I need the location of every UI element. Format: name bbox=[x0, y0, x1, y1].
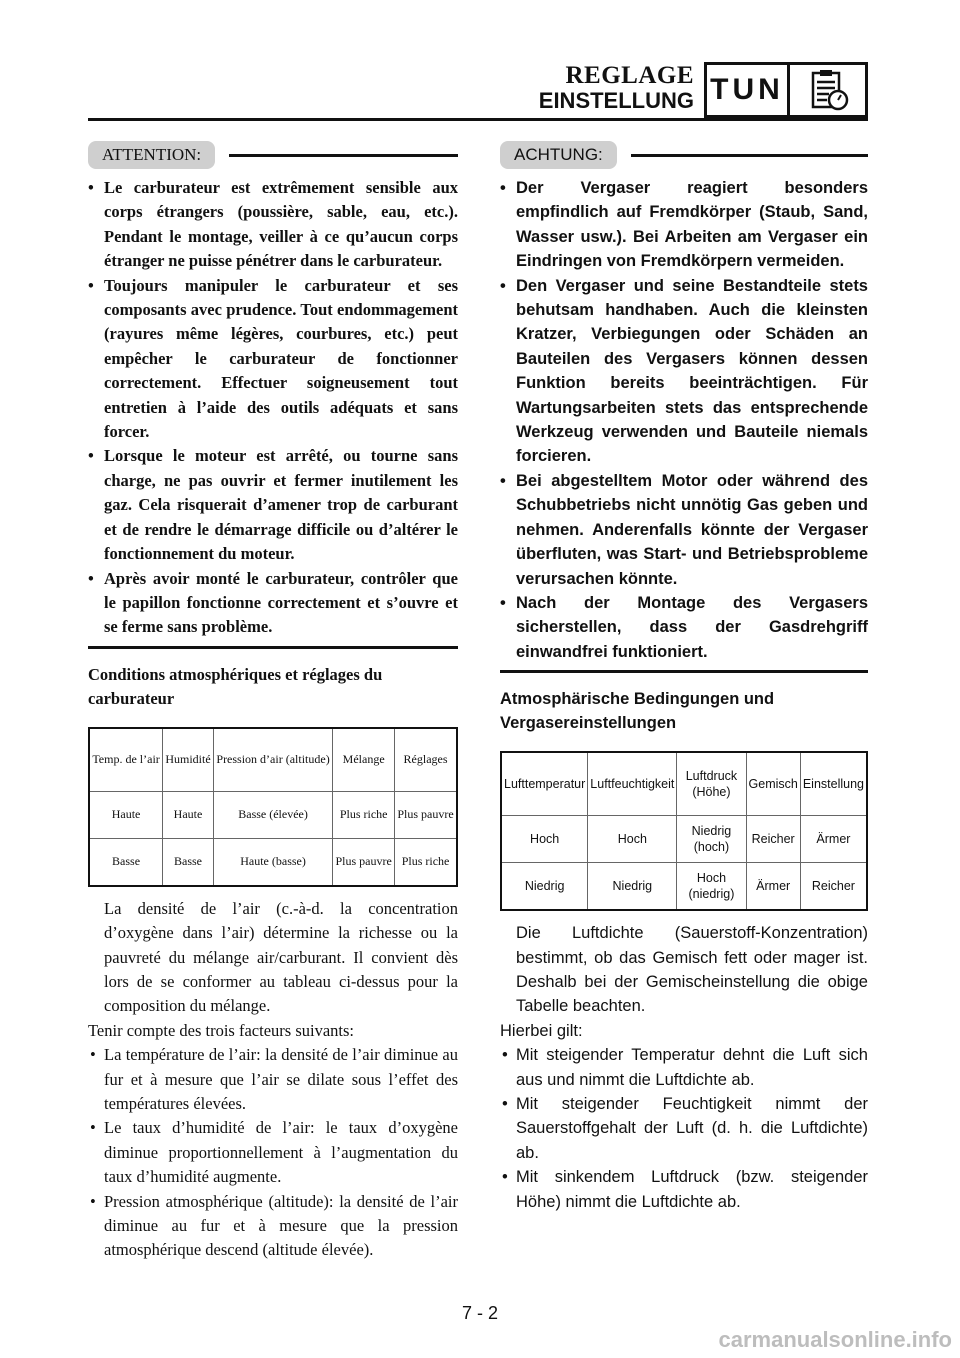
factors-intro-fr: Tenir compte des trois facteurs suivants: bbox=[88, 1020, 354, 1040]
section-icon-box bbox=[790, 62, 868, 118]
list-item: • Mit steigender Feuchtigkeit nimmt der Sauerstoffgehalt der Luft (d. h. die Luftdichte) ab. bbox=[500, 1092, 868, 1165]
attention-label: ATTENTION: bbox=[88, 141, 215, 169]
table-cell: Reicher bbox=[800, 863, 867, 911]
table-cell: Ärmer bbox=[800, 816, 867, 863]
section-title-fr: Conditions atmosphériques et réglages du carburateur bbox=[88, 664, 383, 708]
warning-item: • Nach der Montage des Vergasers sicherstellen, dass der Gasdrehgriff einwandfrei funktioniert. bbox=[500, 591, 868, 664]
table-cell: Basse bbox=[89, 838, 163, 886]
warning-item: • Der Vergaser reagiert besonders empfindlich auf Fremdkörper (Staub, Sand, Wasser usw.). Bei Arbeiten am Vergaser ein Eindringen von Fremdkörpern vermeiden. bbox=[500, 176, 868, 274]
header-title-de: EINSTELLUNG bbox=[538, 88, 694, 113]
list-item: • Mit steigender Temperatur dehnt die Luft sich aus und nimmt die Luftdichte ab. bbox=[500, 1043, 868, 1092]
table-header-cell: Lufttemperatur bbox=[501, 752, 588, 816]
warning-item: • Toujours manipuler le carburateur et ses composants avec prudence. Tout endommagement (rayures même légères, courbures, etc.) peut empêcher le carburateur de fonctionner correctement. Effectuer soigneusement tout entretien à l’aide des outils adéquats et sans forcer. bbox=[88, 274, 458, 445]
list-item: • Le taux d’humidité de l’air: le taux d’oxygène diminue proportionnellement à l’augmentation du taux d’humidité augmente. bbox=[88, 1116, 458, 1189]
body-paragraph-de: Die Luftdichte (Sauerstoff-Konzentration) bestimmt, ob das Gemisch fett oder mager ist. Deshalb bei der Gemischeinstellung die obige Tabelle beachten. bbox=[516, 924, 868, 1016]
table-cell: Haute (basse) bbox=[213, 838, 332, 886]
table-row bbox=[89, 791, 457, 838]
factors-list-de bbox=[500, 1043, 868, 1214]
table-cell: Plus riche bbox=[333, 791, 395, 838]
french-column bbox=[88, 138, 458, 1263]
table-header-cell: Luftfeuchtigkeit bbox=[588, 752, 677, 816]
attention-rule bbox=[631, 154, 868, 157]
clipboard-stopwatch-icon bbox=[805, 67, 851, 113]
german-column bbox=[500, 138, 868, 1214]
table-row bbox=[501, 863, 867, 911]
table-header-cell: Temp. de l’air bbox=[89, 728, 163, 792]
table-header-cell: Humidité bbox=[163, 728, 214, 792]
factors-list-fr bbox=[88, 1043, 458, 1263]
body-paragraph-fr: La densité de l’air (c.-à-d. la concentration d’oxygène dans l’air) détermine la richesse ou la pauvreté du mélange air/carburant. Il convient dès lors de se conformer au tableau ci-dessus pour la composition du mélange. bbox=[104, 898, 458, 1016]
table-cell: Plus pauvre bbox=[395, 791, 457, 838]
watermark: carmanualsonline.info bbox=[718, 1327, 952, 1352]
warning-item: • Den Vergaser und seine Bestandteile stets behutsam handhaben. Auch die kleinsten Kratzer, Verbiegungen oder Schäden an Bauteilen des Vergasers können dessen Funktion bereits beeinträchtigen. Für Wartungsarbeiten stets das entsprechende Werkzeug verwenden und Bauteile niemals forcieren. bbox=[500, 274, 868, 469]
conditions-table-fr bbox=[88, 727, 458, 887]
table-cell: Hoch bbox=[501, 816, 588, 863]
factors-intro-de: Hierbei gilt: bbox=[500, 1021, 583, 1040]
warning-end-rule bbox=[500, 670, 868, 673]
table-cell: Plus riche bbox=[395, 838, 457, 886]
header-rule bbox=[88, 118, 868, 121]
table-header-cell: Luftdruck (Höhe) bbox=[677, 752, 746, 816]
attention-label: ACHTUNG: bbox=[500, 141, 617, 169]
table-header-row bbox=[89, 728, 457, 792]
table-cell: Hoch bbox=[588, 816, 677, 863]
table-header-cell: Einstellung bbox=[800, 752, 867, 816]
warning-item: • Bei abgestelltem Motor oder während des Schubbetriebs nicht unnötig Gas geben und nehmen. Anderenfalls könnte der Vergaser überfluten, was Start- und Betriebsprobleme verursachen könnte. bbox=[500, 469, 868, 591]
table-cell: Hoch (niedrig) bbox=[677, 863, 746, 911]
list-item: • La température de l’air: la densité de l’air diminue au fur et à mesure que l’air se dilate sous l’effet des températures élevées. bbox=[88, 1043, 458, 1116]
table-cell: Basse (élevée) bbox=[213, 791, 332, 838]
table-cell: Niedrig bbox=[501, 863, 588, 911]
warning-item: • Lorsque le moteur est arrêté, ou tourne sans charge, ne pas ouvrir et fermer inutilement les gaz. Cela risquerait d’amener trop de carburant et de rendre le démarrage difficile ou d’altérer le fonctionnement du moteur. bbox=[88, 444, 458, 566]
table-header-cell: Mélange bbox=[333, 728, 395, 792]
table-cell: Niedrig (hoch) bbox=[677, 816, 746, 863]
table-cell: Niedrig bbox=[588, 863, 677, 911]
table-cell: Haute bbox=[89, 791, 163, 838]
warning-list-de bbox=[500, 176, 868, 664]
attention-rule bbox=[229, 154, 458, 157]
attention-heading-de bbox=[500, 138, 868, 172]
header-title-fr: REGLAGE bbox=[565, 62, 694, 89]
section-title-de: Atmosphärische Bedingungen und Vergasereinstellungen bbox=[500, 690, 775, 733]
conditions-table-de bbox=[500, 751, 868, 911]
list-item: • Pression atmosphérique (altitude): la densité de l’air diminue au fur et à mesure que la pression atmosphérique descend (altitude élevée). bbox=[88, 1190, 458, 1263]
table-row bbox=[89, 838, 457, 886]
warning-item: • Le carburateur est extrêmement sensible aux corps étrangers (poussière, sable, eau, etc.). Pendant le montage, veiller à ce qu’aucun corps étranger ne puisse pénétrer dans le carburateur. bbox=[88, 176, 458, 274]
warning-end-rule bbox=[88, 646, 458, 649]
warning-list-fr bbox=[88, 176, 458, 640]
list-item: • Mit sinkendem Luftdruck (bzw. steigender Höhe) nimmt die Luftdichte ab. bbox=[500, 1165, 868, 1214]
table-cell: Basse bbox=[163, 838, 214, 886]
warning-item: • Après avoir monté le carburateur, contrôler que le papillon fonctionne correctement et s’ouvre et se ferme sans problème. bbox=[88, 567, 458, 640]
table-cell: Ärmer bbox=[746, 863, 800, 911]
page-number: 7 - 2 bbox=[461, 1303, 499, 1323]
section-code-box: TUN bbox=[704, 62, 790, 118]
table-cell: Haute bbox=[163, 791, 214, 838]
table-header-cell: Réglages bbox=[395, 728, 457, 792]
table-header-row bbox=[501, 752, 867, 816]
table-header-cell: Gemisch bbox=[746, 752, 800, 816]
table-cell: Reicher bbox=[746, 816, 800, 863]
table-header-cell: Pression d’air (altitude) bbox=[213, 728, 332, 792]
table-cell: Plus pauvre bbox=[333, 838, 395, 886]
table-row bbox=[501, 816, 867, 863]
attention-heading-fr bbox=[88, 138, 458, 172]
